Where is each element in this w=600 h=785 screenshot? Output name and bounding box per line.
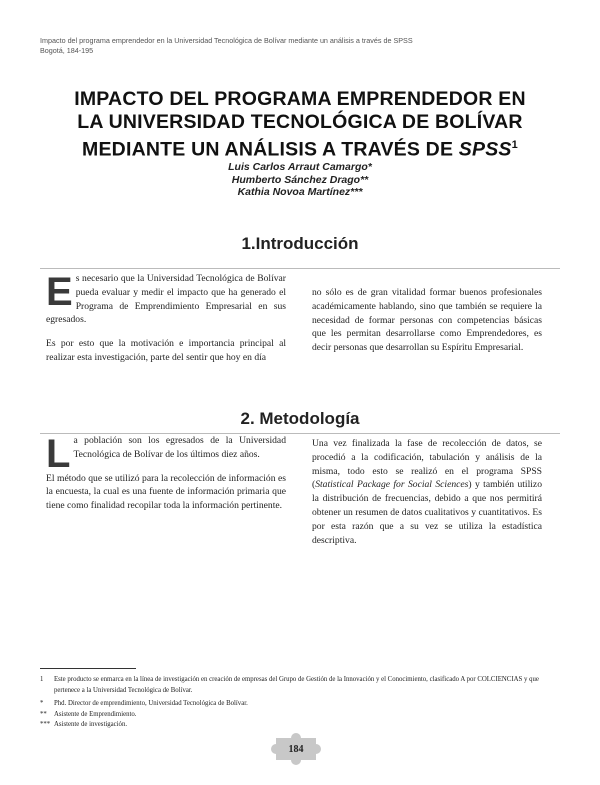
method-paragraph-3-italic: Statistical Package for Social Sciences [315,479,469,491]
section-heading-metodologia: 2. Metodología [240,409,360,428]
footnote-text: Asistente de Emprendimiento. [54,710,137,718]
author-list [40,161,560,199]
title-spss: SPSS [458,138,512,161]
method-paragraph-1-text: a población son los egresados de la Universidad Tecnológica de Bolívar de los últimos diez años. [73,435,286,460]
footnote-2 [40,699,550,710]
method-column-left [46,434,286,523]
method-paragraph-3-part-a: Una vez finalizada la fase de recolección de datos, se procedió a la codificación, tabulación y análisis de la misma, todo esto se realizó en el programa SPSS ( [312,438,542,491]
method-paragraph-1 [46,432,286,476]
footnote-1 [40,675,550,696]
intro-paragraph-1 [46,272,286,327]
paper-title [40,88,560,162]
footnote-mark: *** [40,721,51,728]
section-heading-introduccion: 1.Introducción [241,234,359,253]
author-1: Luis Carlos Arraut Camargo* [228,161,372,173]
title-line-3-prefix: MEDIANTE UN ANÁLISIS A TRAVÉS DE [82,138,459,161]
author-2: Humberto Sánchez Drago** [231,173,369,186]
footnote-mark: 1 [40,676,44,683]
footnote-rule [40,668,136,669]
method-paragraph-3-part-b: ) y también utilizo la distribución de frecuencias, debido a que nos permitirá obtener un resumen de datos cualitativos y cuantitativos. Es por esta razón que a su vez se utiliza la estadística descriptiva. [312,479,542,546]
intro-column-right [312,286,542,365]
title-line-1: IMPACTO DEL PROGRAMA EMPRENDEDOR EN [74,88,526,110]
intro-dropcap: E [46,270,73,314]
footnotes [40,675,550,731]
footnote-3 [40,710,550,721]
method-column-right [312,437,542,557]
intro-column-left [46,272,286,375]
section-divider [40,268,560,269]
running-head [40,36,413,56]
footnote-text: Asistente de investigación. [54,721,128,728]
footnote-mark: * [40,700,44,707]
running-head-pages: Bogotá, 184-195 [40,46,94,55]
method-paragraph-2: El método que se utilizó para la recolección de información es la encuesta, la cual es una fuente de información primaria que tiene como finalidad recopilar toda la información pertinente. [46,472,286,512]
page-number: 184 [276,738,316,760]
method-dropcap: L [46,432,71,476]
title-line-2: LA UNIVERSIDAD TECNOLÓGICA DE BOLÍVAR [77,111,523,133]
footnote-text: Este producto se enmarca en la línea de investigación en creación de empresas del Grupo de Gestión de la Innovación y el Conocimiento, clasificado A por COLCIENCIAS y que pertenece a la Universidad Tecnológica de Bolívar. [54,676,539,694]
footnote-text: Phd. Director de emprendimiento, Universidad Tecnológica de Bolívar. [54,700,248,707]
author-3: Kathia Novoa Martínez*** [237,186,363,198]
title-footnote-mark: 1 [511,139,518,151]
running-head-title: Impacto del programa emprendedor en la Universidad Tecnológica de Bolívar mediante un análisis a través de SPSS [40,36,413,45]
intro-paragraph-1-text: s necesario que la Universidad Tecnológica de Bolívar pueda evaluar y medir el impacto que ha generado el Programa de Emprendimiento Empresarial en sus egresados. [46,273,286,326]
intro-paragraph-2: Es por esto que la motivación e importancia principal al realizar esta investigación, parte del sentir que hoy en día [46,338,286,363]
title-line-3 [40,134,560,162]
intro-paragraph-3: no sólo es de gran vitalidad formar buenos profesionales académicamente hablando, sino que también se requiere la necesidad de formar personas con competencias básicas que les permitan desarrollarse como Emprendedores, es decir personas que desarrollan su Espíritu Empresarial. [312,287,542,354]
method-paragraph-3 [312,437,542,547]
footnote-mark: ** [40,710,47,718]
footnote-4 [40,720,550,731]
